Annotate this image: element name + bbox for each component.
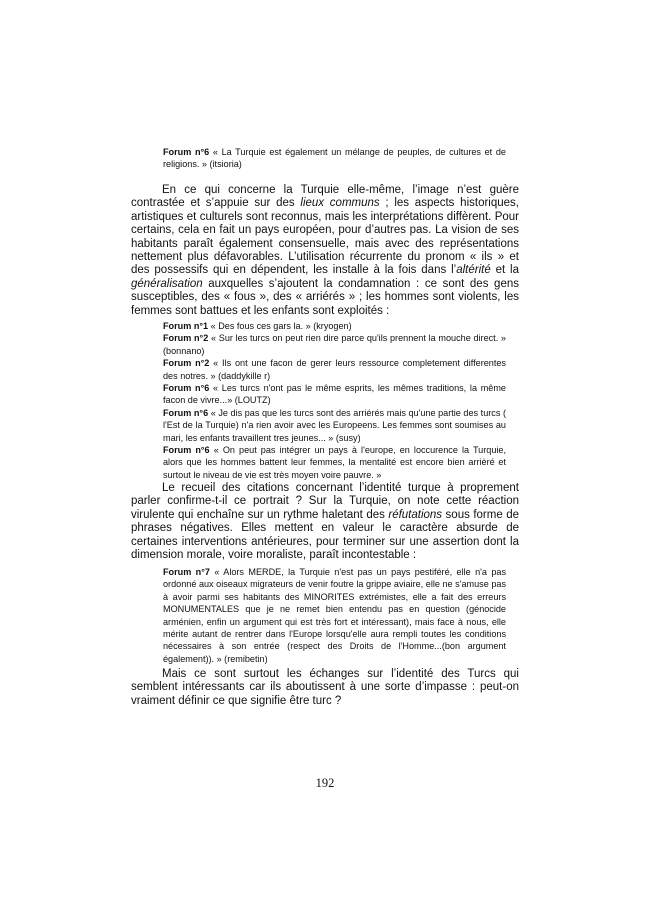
quote-text: « Des fous ces gars la. » (kryogen) — [208, 321, 352, 331]
forum-label: Forum n°6 — [163, 147, 210, 157]
forum-quote-list — [163, 320, 506, 481]
paragraph-text: sous forme de phrases négatives. Elles mettent en valeur le caractère absurde de certaines interventions antérieures, pour terminer sur une assertion dont la dimension morale, voire moraliste, paraît incontestable : — [131, 508, 519, 562]
quote-text: « Alors MERDE, la Turquie n'est pas un pays pestiféré, elle n'a pas ordonné aux oiseaux migrateurs de venir foutre la grippe aviaire, elle ne s'amuse pas à avoir parmi ses habitants des MINORITES extrémistes, elle a fait des erreurs MONUMENTALES que je ne remet bien entendu pas en question (génocide arménien, enfin un argument qui est très fort et intéressant), mais face à nous, elle mérite autant de rentrer dans l'Europe lorsqu'elle aura rempli toutes les conditions nécessaires à son entrée (respect des Droits de l'Homme...(bon argument également)). » (remibetin) — [163, 567, 506, 664]
forum-quote-itsioria — [163, 146, 506, 171]
paragraph-text: En ce qui concerne la Turquie elle-même, l’image n’est guère contrastée et s’appuie sur des — [131, 184, 519, 210]
emphasis-alterite: altérité — [456, 264, 491, 277]
quote-line — [163, 332, 506, 357]
quote-text: « La Turquie est également un mélange de peuples, de cultures et de religions. » (itsioria) — [163, 147, 506, 170]
page-number: 192 — [315, 776, 335, 790]
quote-text: « On peut pas intégrer un pays à l'europe, en loccurence la Turquie, alors que les hommes battent leur femmes, la mentalité est encore bien arrièré et surtout le niveau de vie est très moyen voire pauvre. » — [163, 445, 506, 480]
paragraph-text: Mais ce sont surtout les échanges sur l’identité des Turcs qui semblent intéressants car ils aboutissent à une sorte d’impasse : peut-on vraiment définir ce que signifie être turc ? — [131, 668, 519, 707]
quote-line — [163, 320, 506, 332]
paragraph-identite-turcs — [131, 668, 519, 708]
paragraph-recueil-citations — [131, 482, 519, 562]
paragraph-image-turquie — [131, 184, 519, 318]
quote-line — [163, 382, 506, 407]
quote-text: « Les turcs n'ont pas le même esprits, les mêmes traditions, la même facon de vivre...» (LOUTZ) — [163, 383, 506, 406]
quote-line — [163, 444, 506, 481]
paragraph-text: Le recueil des citations concernant l’identité turque à proprement parler confirme-t-il ce portrait ? Sur la Turquie, on note cette réaction virulente qui enchaîne sur un rythme haletant des — [131, 482, 519, 521]
emphasis-generalisation: généralisation — [131, 277, 203, 290]
quote-line — [163, 407, 506, 444]
paragraph-text: auxquelles s’ajoutent la condamnation : ce sont des gens susceptibles, des « fous », des « arriérés » ; les hommes sont violents, les femmes sont battues et les enfants sont exploités : — [131, 277, 519, 317]
emphasis-refutations: réfutations — [388, 508, 443, 521]
forum-label: Forum n°7 — [163, 567, 210, 577]
quote-text: « Je dis pas que les turcs sont des arriérés mais qu'une partie des turcs ( l'Est de la Turquie) n'a rien avoir avec les Europeens. Les femmes sont soumises au mari, les enfants travaillent tres jeunes... » (susy) — [163, 407, 506, 443]
paragraph-text: ; les aspects historiques, artistiques et culturels sont reconnus, mais les interprétations diffèrent. Pour certains, cela en fait un pays européen, pour d’autres pas. La vision de ses habitants paraît également consensuelle, mais avec des représentations nettement plus défavorables. L’utilisation récurrente du pronom « ils » et des possessifs qui en dépendent, les installe à la fois dans l’ — [131, 197, 519, 277]
forum-quote-remibetin — [163, 566, 506, 665]
forum-label: Forum n°2 — [163, 358, 210, 369]
quote-line — [163, 146, 506, 171]
forum-label: Forum n°6 — [163, 445, 210, 456]
forum-label: Forum n°1 — [163, 321, 209, 331]
emphasis-lieux-communs: lieux communs — [300, 197, 380, 210]
forum-label: Forum n°6 — [163, 383, 210, 394]
quote-line — [163, 566, 506, 665]
forum-label: Forum n°6 — [163, 407, 209, 418]
quote-line — [163, 357, 506, 382]
paragraph-text: et la — [490, 264, 520, 277]
quote-text: « Sur les turcs on peut rien dire parce qu'ils prennent la mouche direct. » (bonnano) — [163, 333, 506, 356]
forum-label: Forum n°2 — [163, 333, 209, 344]
quote-text: « Ils ont une facon de gerer leurs ressource completement differentes des notres. » (daddykille r) — [163, 358, 506, 381]
